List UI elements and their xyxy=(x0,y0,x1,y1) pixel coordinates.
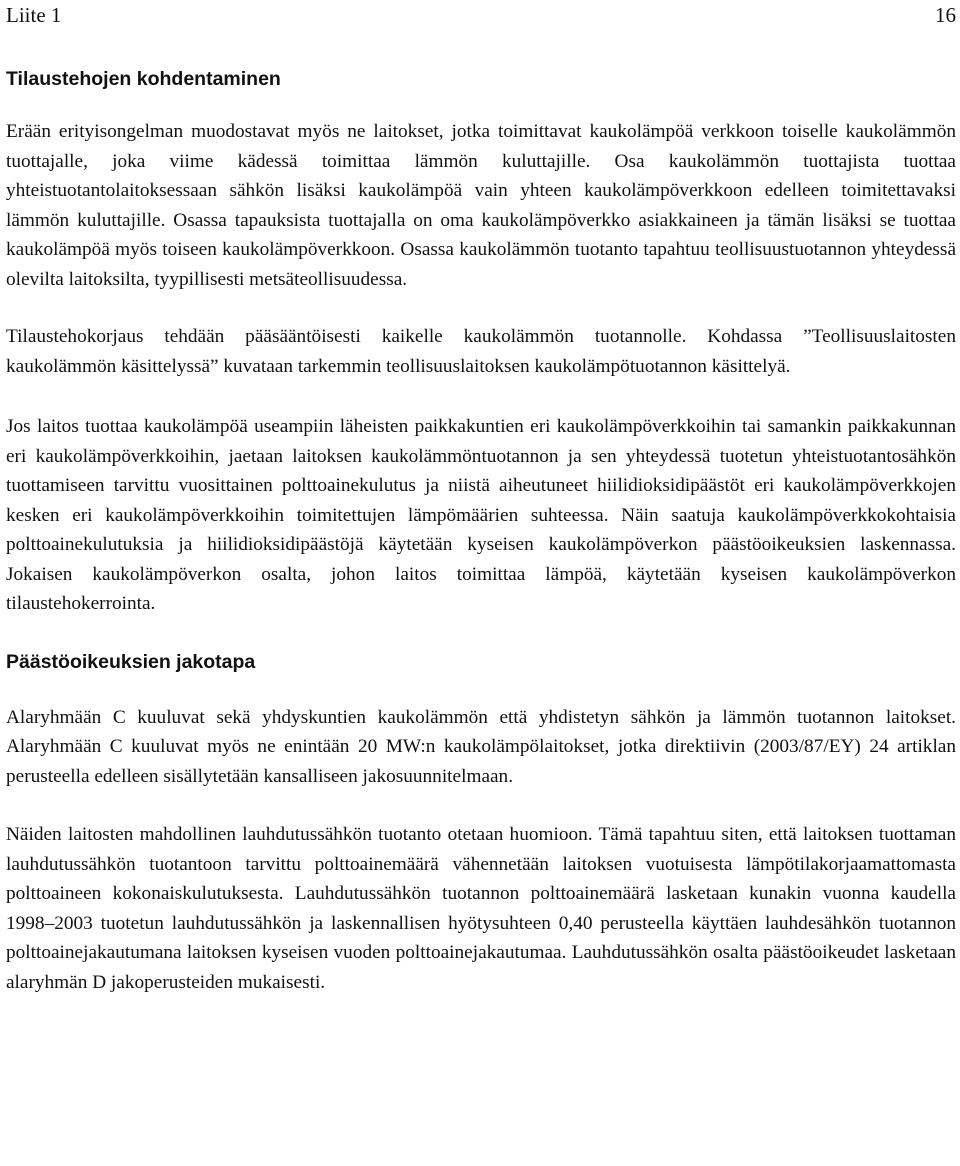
paragraph: Näiden laitosten mahdollinen lauhdutussähkön tuotanto otetaan huomioon. Tämä tapahtuu siten, että laitoksen tuottaman lauhdutussähkön tuotantoon tarvittu polttoainemäärä vähennetään laitoksen vuotuisesta lämpötilakorjaamattomasta polttoaineen kokonaiskulutuksesta. Lauhdutussähkön tuotannon polttoainemäärä lasketaan kunakin vuonna kaudella 1998–2003 tuotetun lauhdutussähkön ja laskennallisen hyötysuhteen 0,40 perusteella käyttäen lauhdesähkön tuotannon polttoainejakautumana laitoksen kyseisen vuoden polttoainejakautumaa. Lauhdutussähkön osalta päästöoikeudet lasketaan alaryhmän D jakoperusteiden mukaisesti. xyxy=(6,824,956,993)
paragraph: Jos laitos tuottaa kaukolämpöä useampiin läheisten paikkakuntien eri kaukolämpöverkkoihin tai samankin paikkakunnan eri kaukolämpöverkkoihin, jaetaan laitoksen kaukolämmöntuotannon ja sen yhteydessä tuotetun yhteistuotantosähkön tuottamiseen tarvittu vuosittainen polttoainekulutus ja niistä aiheutuneet hiilidioksidipäästöt eri kaukolämpöverkkojen kesken eri kaukolämpöverkkoihin toimitettujen lämpömäärien suhteessa. Näin saatuja kaukolämpöverkkokohtaisia polttoainekulutuksia ja hiilidioksidipäästöjä käytetään kyseisen kaukolämpöverkon päästöoikeuksien laskennassa. Jokaisen kaukolämpöverkon osalta, johon laitos toimittaa lämpöä, käytetään kyseisen kaukolämpöverkon tilaustehokerrointa. xyxy=(6,416,956,614)
document-page xyxy=(6,0,956,997)
paragraph: Tilaustehokorjaus tehdään pääsääntöisesti kaikelle kaukolämmön tuotannolle. Kohdassa ”Teollisuuslaitosten kaukolämmön käsittelyssä” kuvataan tarkemmin teollisuuslaitoksen kaukolämpötuotannon käsittelyä. xyxy=(6,326,956,377)
page-header xyxy=(6,0,956,37)
page-number: 16 xyxy=(935,3,956,27)
section-heading: Tilaustehojen kohdentaminen xyxy=(6,68,281,90)
paragraph: Alaryhmään C kuuluvat sekä yhdyskuntien kaukolämmön että yhdistetyn sähkön ja lämmön tuotannon laitokset. Alaryhmään C kuuluvat myös ne enintään 20 MW:n kaukolämpölaitokset, jotka direktiivin (2003/87/EY) 24 artiklan perusteella edelleen sisällytetään kansalliseen jakosuunnitelmaan. xyxy=(6,706,956,787)
paragraph: Erään erityisongelman muodostavat myös ne laitokset, jotka toimittavat kaukolämpöä verkkoon toiselle kaukolämmön tuottajalle, joka viime kädessä toimittaa lämmön kuluttajille. Osa kaukolämmön tuottajista tuottaa yhteistuotantolaitoksessaan sähkön lisäksi kaukolämpöä vain yhteen kaukolämpöverkkoon edelleen toimitettavaksi lämmön kuluttajille. Osassa tapauksista tuottajalla on oma kaukolämpöverkko asiakkaineen ja tämän lisäksi se tuottaa kaukolämpöä myös toiseen kaukolämpöverkkoon. Osassa kaukolämmön tuotanto tapahtuu teollisuustuotannon yhteydessä olevilta laitoksilta, tyypillisesti metsäteollisuudessa. xyxy=(6,121,956,290)
section-heading: Päästöoikeuksien jakotapa xyxy=(6,650,256,673)
appendix-label: Liite 1 xyxy=(6,3,62,27)
